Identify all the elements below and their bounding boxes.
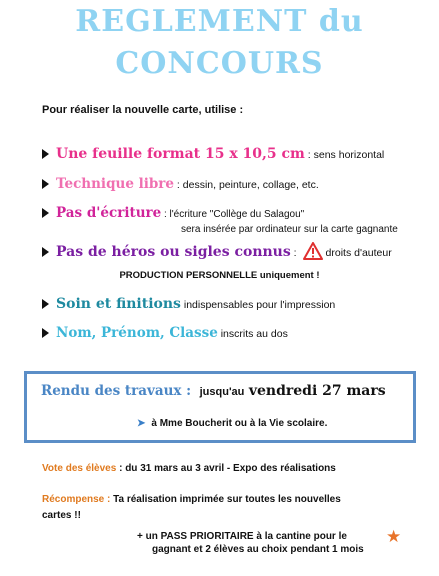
rule-soin xyxy=(42,296,335,312)
rule-text: inscrits au dos xyxy=(217,328,288,340)
rendu-box xyxy=(24,371,416,443)
rule-text: : dessin, peinture, collage, etc. xyxy=(174,179,319,191)
star-icon: ★ xyxy=(386,527,402,546)
rendu-line xyxy=(41,382,386,400)
recompense-cont: cartes !! xyxy=(42,510,81,521)
recompense-text: Ta réalisation imprimée sur toutes les nouvelles xyxy=(110,494,341,505)
rule-label: Soin et finitions xyxy=(56,296,181,312)
title-line-2: CONCOURS xyxy=(115,46,324,81)
rule-label: Technique libre xyxy=(56,176,175,192)
rule-label: Nom, Prénom, Classe xyxy=(56,325,218,341)
rule-text: indispensables pour l'impression xyxy=(180,299,336,311)
rendu-dest-line xyxy=(137,418,327,429)
rule-text: : l'écriture "Collège du Salagou" xyxy=(161,209,305,220)
bonus-line-1: + un PASS PRIORITAIRE à la cantine pour le xyxy=(137,531,347,542)
production-note: PRODUCTION PERSONNELLE uniquement ! xyxy=(119,270,320,281)
rule-format xyxy=(42,146,384,162)
rendu-date: vendredi 27 mars xyxy=(248,383,386,399)
rule-text: : sens horizontal xyxy=(304,149,385,161)
rule-label: Une feuille format 15 x 10,5 cm xyxy=(56,146,305,162)
vote-text: : du 31 mars au 3 avril - Expo des réalisations xyxy=(116,463,336,474)
arrowhead-bullet-icon xyxy=(42,247,49,257)
rule-ecriture xyxy=(42,205,304,221)
rendu-text: jusqu'au xyxy=(199,386,245,398)
vote-label: Vote des élèves xyxy=(42,463,117,474)
arrowhead-bullet-icon xyxy=(42,299,49,309)
arrowhead-bullet-icon xyxy=(42,328,49,338)
bonus-line-2: gagnant et 2 élèves au choix pendant 1 mois xyxy=(152,544,364,555)
recompense-label: Récompense : xyxy=(42,494,111,505)
rule-technique xyxy=(42,176,319,192)
intro-text: Pour réaliser la nouvelle carte, utilise : xyxy=(42,104,244,116)
title-line-1: REGLEMENT du xyxy=(75,4,364,39)
rule-label: Pas d'écriture xyxy=(56,205,162,221)
rule-heros xyxy=(42,242,392,260)
rule-ecriture-cont: sera insérée par ordinateur sur la carte gagnante xyxy=(181,224,398,235)
chevron-right-icon: ➤ xyxy=(137,418,146,429)
rendu-label: Rendu des travaux : xyxy=(41,383,192,399)
recompense-line xyxy=(42,494,341,505)
rule-text-after-icon: droits d'auteur xyxy=(325,247,392,259)
arrowhead-bullet-icon xyxy=(42,149,49,159)
vote-line xyxy=(42,463,336,474)
rule-text: : xyxy=(290,247,297,259)
arrowhead-bullet-icon xyxy=(42,208,49,218)
warning-triangle-icon xyxy=(303,242,323,260)
rule-nom xyxy=(42,325,288,341)
rule-label: Pas de héros ou sigles connus xyxy=(56,244,291,260)
rendu-dest: à Mme Boucherit ou à la Vie scolaire. xyxy=(151,418,328,429)
arrowhead-bullet-icon xyxy=(42,179,49,189)
